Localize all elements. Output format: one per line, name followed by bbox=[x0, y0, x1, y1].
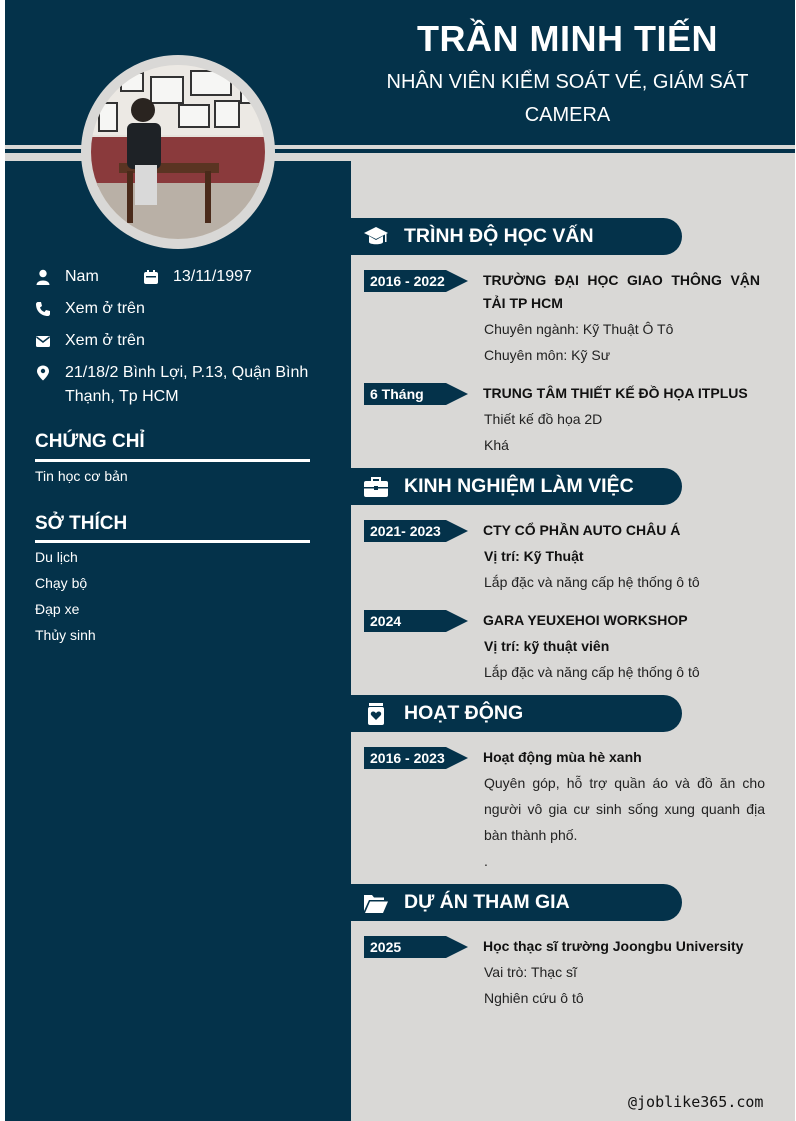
entry-line: Khá bbox=[484, 437, 509, 453]
hobby-item: Thủy sinh bbox=[35, 627, 96, 643]
entry-title: TRƯỜNG ĐẠI HỌC GIAO THÔNG VẬN TẢI TP HCM bbox=[483, 272, 760, 311]
period-tag: 6 Tháng bbox=[364, 383, 446, 405]
entry-line: . bbox=[484, 853, 488, 869]
briefcase-icon bbox=[363, 475, 389, 499]
hobby-item: Chạy bộ bbox=[35, 575, 88, 591]
email-text: Xem ở trên bbox=[65, 332, 145, 349]
activities-heading: HOẠT ĐỘNG bbox=[404, 702, 524, 724]
phone-text: Xem ở trên bbox=[65, 300, 145, 317]
entry-line: Vai trò: Thạc sĩ bbox=[484, 964, 577, 980]
entry-description: Quyên góp, hỗ trợ quần áo và đồ ăn cho người vô gia cư sinh sống xung quanh địa bàn thành phố. bbox=[484, 775, 765, 843]
entry-line: Lắp đặc và năng cấp hệ thống ô tô bbox=[484, 664, 700, 680]
period-tag: 2016 - 2022 bbox=[364, 270, 446, 292]
birthdate-text: 13/11/1997 bbox=[173, 268, 252, 285]
certificates-rule bbox=[35, 459, 310, 462]
calendar-icon bbox=[143, 269, 159, 285]
projects-heading: DỰ ÁN THAM GIA bbox=[404, 891, 570, 913]
entry-title: Học thạc sĩ trường Joongbu University bbox=[483, 938, 744, 954]
location-pin-icon bbox=[35, 365, 51, 381]
certificates-heading: CHỨNG CHỈ bbox=[35, 431, 145, 452]
folder-open-icon bbox=[363, 891, 389, 915]
entry-line: Nghiên cứu ô tô bbox=[484, 990, 584, 1006]
entry-title: TRUNG TÂM THIẾT KẾ ĐỒ HỌA ITPLUS bbox=[483, 385, 748, 401]
avatar bbox=[91, 65, 265, 239]
sidebar bbox=[5, 161, 351, 1121]
graduation-cap-icon bbox=[363, 225, 389, 249]
period-tag: 2024 bbox=[364, 610, 446, 632]
heart-jar-icon bbox=[363, 702, 389, 726]
entry-line: Chuyên môn: Kỹ Sư bbox=[484, 347, 611, 363]
period-tag: 2016 - 2023 bbox=[364, 747, 446, 769]
watermark: @joblike365.com bbox=[628, 1093, 764, 1111]
entry-line: Thiết kế đồ họa 2D bbox=[484, 411, 603, 427]
entry-line: Chuyên ngành: Kỹ Thuật Ô Tô bbox=[484, 321, 674, 337]
entry-title: CTY CỔ PHẦN AUTO CHÂU Á bbox=[483, 522, 681, 538]
profile-photo bbox=[91, 65, 265, 239]
hobbies-heading: SỞ THÍCH bbox=[35, 513, 128, 534]
projects-section-bar bbox=[351, 884, 682, 921]
job-title: NHÂN VIÊN KIỂM SOÁT VÉ, GIÁM SÁT CAMERA bbox=[386, 71, 749, 126]
entry-title: GARA YEUXEHOI WORKSHOP bbox=[483, 612, 688, 628]
candidate-name: TRẦN MINH TIẾN bbox=[417, 18, 718, 59]
hobby-item: Đạp xe bbox=[35, 601, 80, 617]
period-tag: 2021- 2023 bbox=[364, 520, 446, 542]
experience-heading: KINH NGHIỆM LÀM VIỆC bbox=[404, 475, 634, 497]
hobbies-rule bbox=[35, 540, 310, 543]
address-text: 21/18/2 Bình Lợi, P.13, Quận Bình Thạnh, Tp HCM bbox=[65, 364, 309, 405]
entry-title: Hoạt động mùa hè xanh bbox=[483, 749, 642, 765]
resume-page bbox=[5, 0, 795, 1121]
activities-section-bar bbox=[351, 695, 682, 732]
education-heading: TRÌNH ĐỘ HỌC VẤN bbox=[404, 225, 594, 247]
envelope-icon bbox=[35, 333, 51, 349]
gender-text: Nam bbox=[65, 268, 99, 285]
entry-line: Lắp đặc và năng cấp hệ thống ô tô bbox=[484, 574, 700, 590]
user-icon bbox=[35, 269, 51, 285]
certificate-item: Tin học cơ bản bbox=[35, 468, 128, 484]
entry-role: Vị trí: kỹ thuật viên bbox=[484, 638, 610, 654]
entry-role: Vị trí: Kỹ Thuật bbox=[484, 548, 584, 564]
experience-section-bar bbox=[351, 468, 682, 505]
education-section-bar bbox=[351, 218, 682, 255]
period-tag: 2025 bbox=[364, 936, 446, 958]
hobby-item: Du lịch bbox=[35, 549, 78, 565]
phone-icon bbox=[35, 301, 51, 317]
